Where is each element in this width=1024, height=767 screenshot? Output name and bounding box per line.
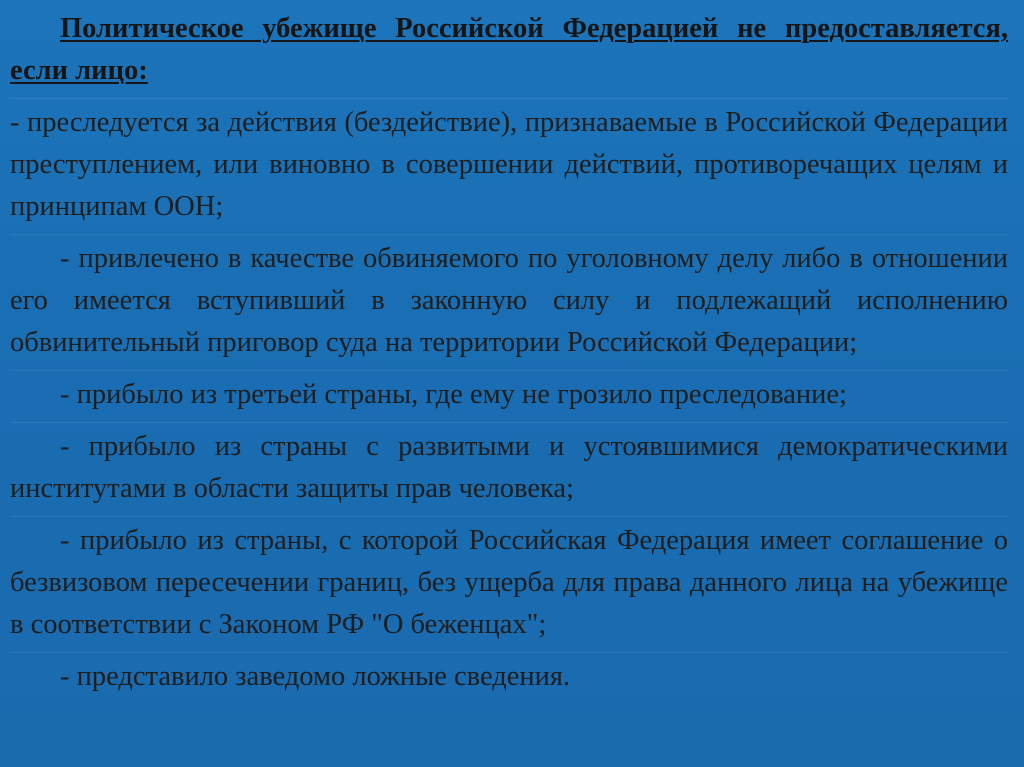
list-item-2: - привлечено в качестве обвиняемого по уголовному делу либо в отношении его имеется вступивший в законную силу и подлежащий исполнению обвинительный приговор суда на территории Российской Федерации;	[10, 234, 1008, 368]
list-item-4: - прибыло из страны с развитыми и устоявшимися демократическими институтами в области защиты прав человека;	[10, 422, 1008, 514]
list-item-6: - представило заведомо ложные сведения.	[10, 652, 1008, 702]
slide-heading: Политическое убежище Российской Федерацией не предоставляется, если лицо:	[10, 13, 1008, 86]
list-item-3: - прибыло из третьей страны, где ему не грозило преследование;	[10, 370, 1008, 420]
list-item-1: - преследуется за действия (бездействие), признаваемые в Российской Федерации преступлением, или виновно в совершении действий, противоречащих целям и принципам ООН;	[10, 98, 1008, 232]
list-item-5: - прибыло из страны, с которой Российская Федерация имеет соглашение о безвизовом пересечении границ, без ущерба для права данного лица на убежище в соответствии с Законом РФ "О беженцах";	[10, 516, 1008, 650]
